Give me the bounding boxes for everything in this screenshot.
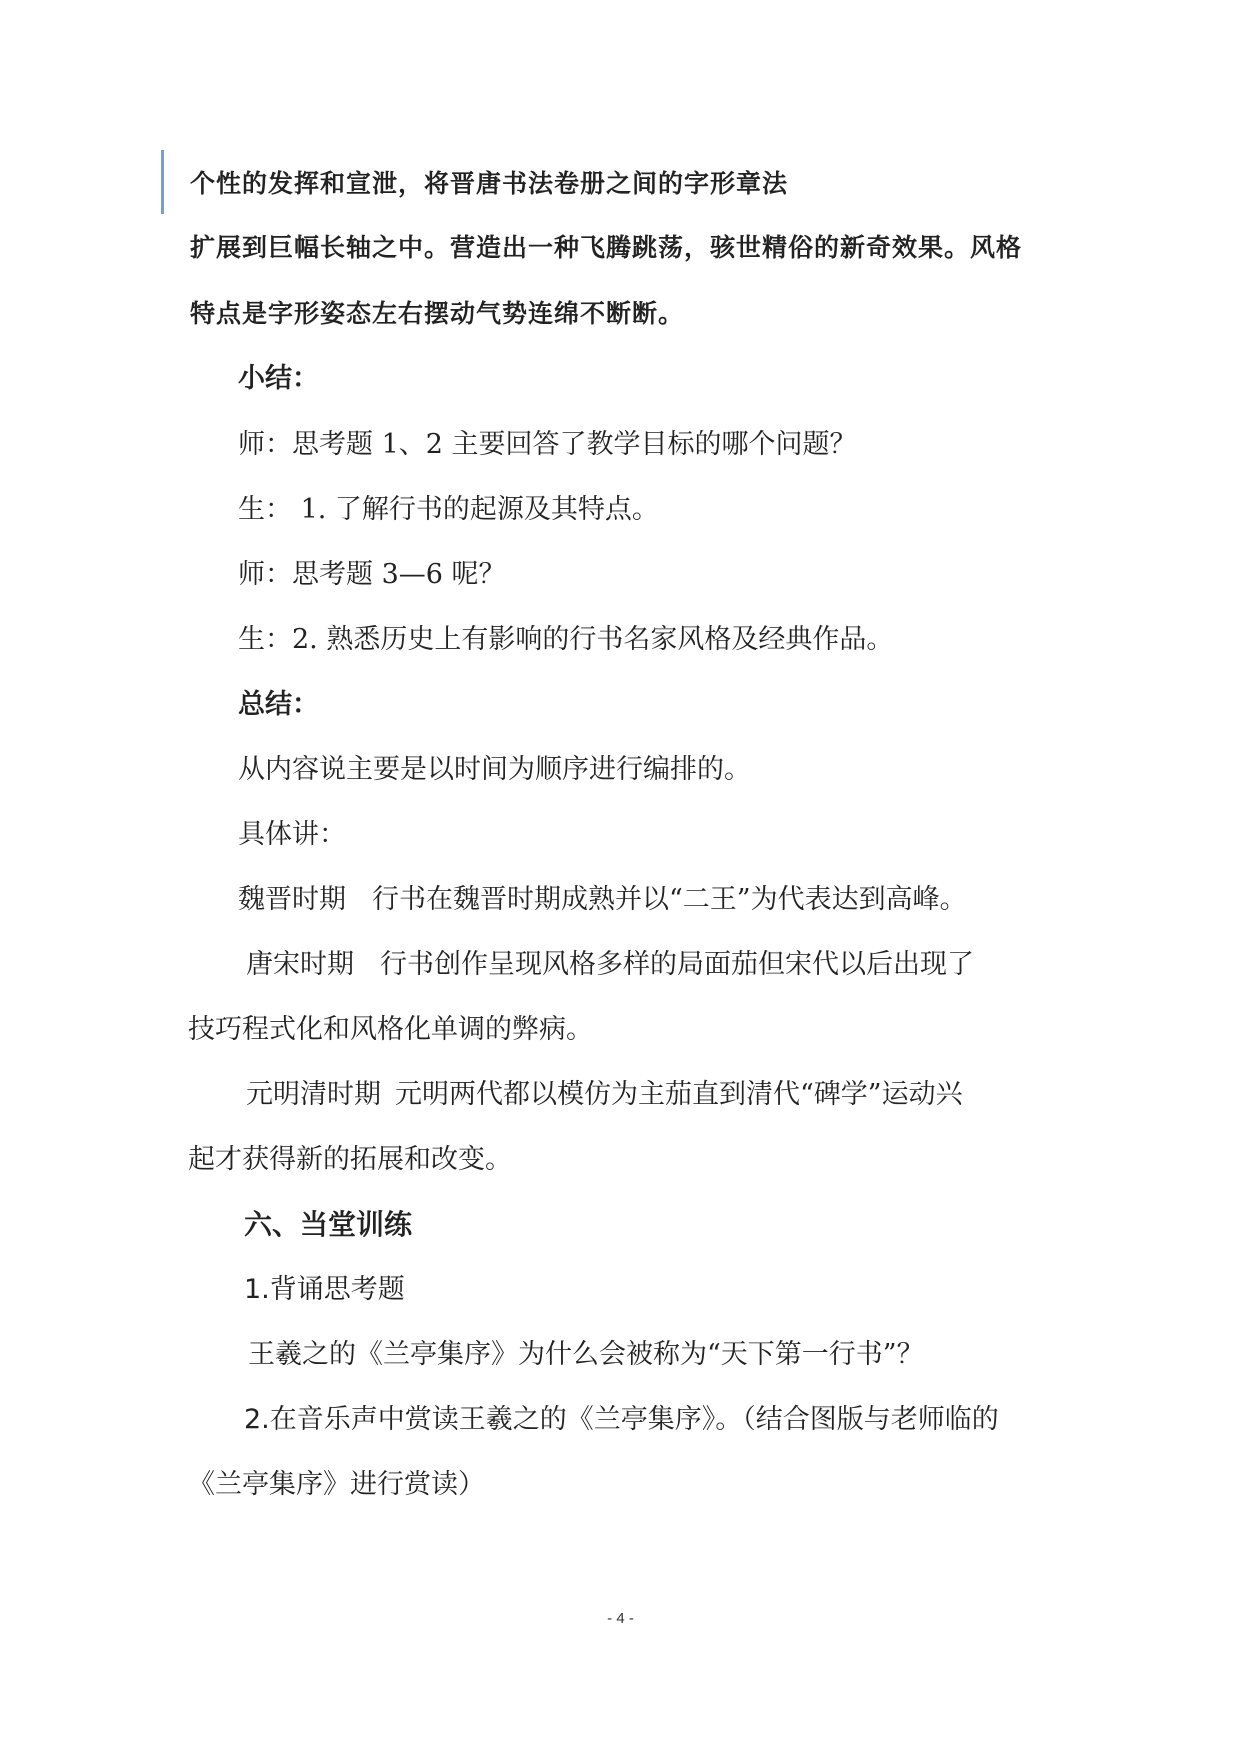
conclusion-intro: 从内容说主要是以时间为顺序进行编排的。 — [238, 754, 751, 785]
period-label: 魏晋时期 — [238, 884, 346, 915]
period-row-wei-jin — [238, 880, 967, 920]
period-row-yuan-ming-qing — [246, 1075, 963, 1115]
item-number: 1. — [244, 1274, 270, 1305]
period-description: 行书在魏晋时期成熟并以“二王”为代表达到高峰。 — [372, 884, 967, 915]
period-label: 唐宋时期 — [246, 949, 354, 980]
training-item-1 — [244, 1270, 405, 1310]
item-text: 在音乐声中赏读王羲之的《兰亭集序》。（结合图版与老师临的 — [269, 1404, 999, 1435]
conclusion-detail-label: 具体讲： — [238, 819, 346, 850]
training-item-2 — [244, 1400, 999, 1440]
item-number: 2. — [244, 1404, 270, 1435]
item-text: 背诵思考题 — [269, 1274, 405, 1305]
period-description-continued: 起才获得新的拓展和改变。 — [188, 1144, 512, 1175]
summary-answer-2: 生：2. 熟悉历史上有影响的行书名家风格及经典作品。 — [238, 624, 894, 655]
training-item-2-continued: 《兰亭集序》进行赏读） — [188, 1469, 485, 1500]
summary-question-1: 师：思考题 1、2 主要回答了教学目标的哪个问题？ — [238, 429, 857, 460]
paragraph-line: 个性的发挥和宣泄，将晋唐书法卷册之间的字形章法 — [190, 169, 789, 198]
training-heading: 六、当堂训练 — [244, 1208, 413, 1241]
period-label: 元明清时期 — [246, 1079, 381, 1110]
summary-question-2: 师：思考题 3—6 呢？ — [238, 559, 506, 590]
summary-answer-1: 生： 1. 了解行书的起源及其特点。 — [238, 494, 659, 525]
conclusion-heading: 总结： — [238, 689, 319, 720]
quote-bar — [161, 150, 164, 214]
paragraph-line: 扩展到巨幅长轴之中。营造出一种飞腾跳荡，骇世精俗的新奇效果。风格 — [190, 233, 1023, 262]
period-row-tang-song — [246, 945, 974, 985]
page-number: - 4 - — [607, 1610, 634, 1627]
summary-heading: 小结： — [238, 363, 319, 394]
period-description: 行书创作呈现风格多样的局面茄但宋代以后出现了 — [380, 949, 974, 980]
training-item-1-question: 王羲之的《兰亭集序》为什么会被称为“天下第一行书”？ — [248, 1339, 924, 1370]
period-description: 元明两代都以模仿为主茄直到清代“碑学”运动兴 — [395, 1079, 963, 1110]
period-description-continued: 技巧程式化和风格化单调的弊病。 — [188, 1014, 593, 1045]
paragraph-line: 特点是字形姿态左右摆动气势连绵不断断。 — [190, 299, 685, 328]
